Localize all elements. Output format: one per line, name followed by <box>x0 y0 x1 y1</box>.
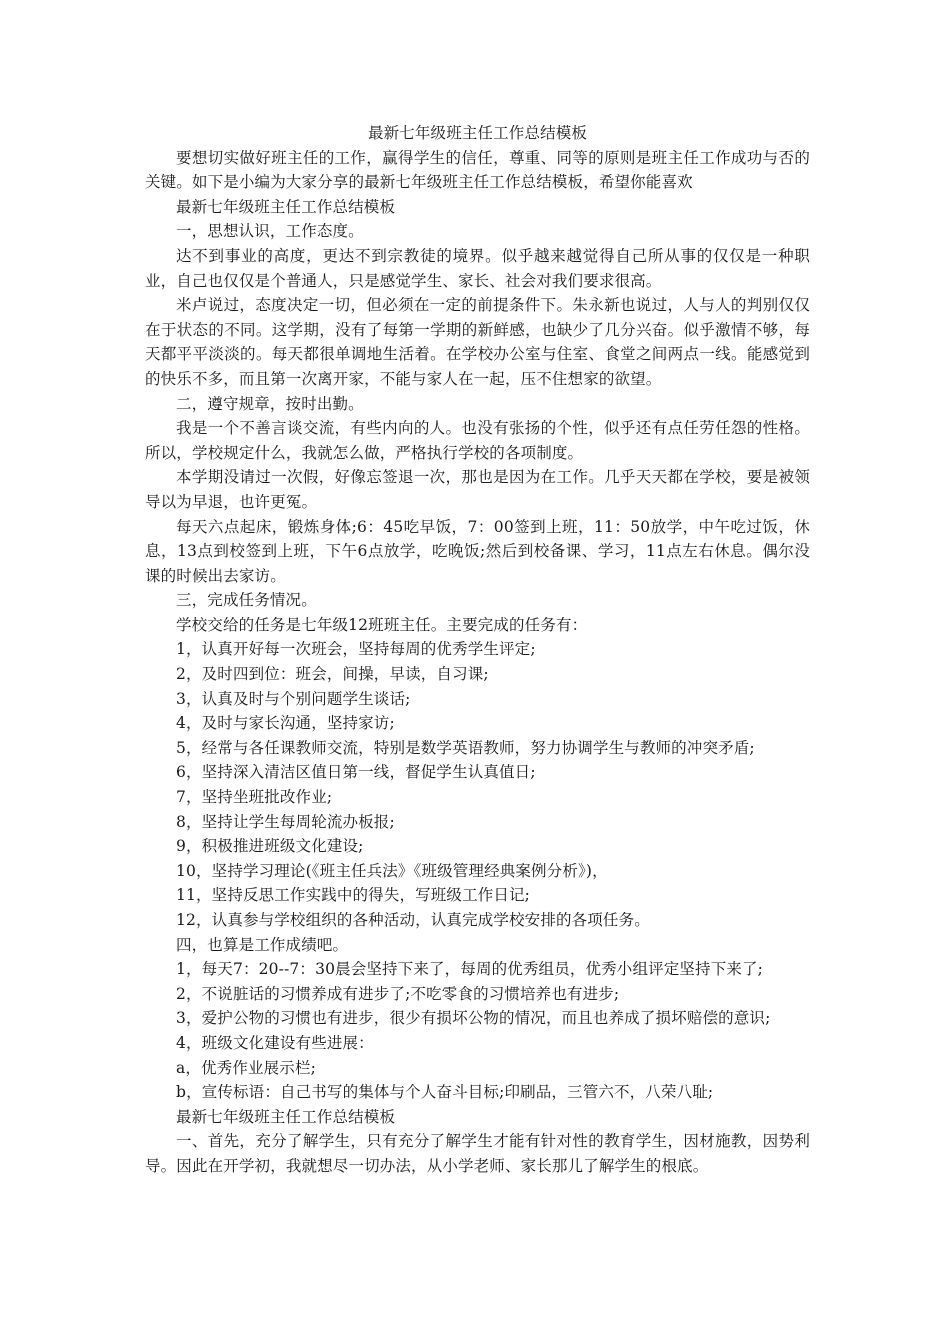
document-body <box>145 121 810 1179</box>
paragraph-list <box>145 146 810 1179</box>
paragraph: 一，思想认识，工作态度。 <box>176 222 364 241</box>
paragraph: 10，坚持学习理论(《班主任兵法》《班级管理经典案例分析》)， <box>176 861 608 880</box>
paragraph: 6，坚持深入清洁区值日第一线，督促学生认真值日; <box>176 763 536 782</box>
paragraph: 11，坚持反思工作实践中的得失，写班级工作日记; <box>176 886 531 905</box>
paragraph: 3，认真及时与个别问题学生谈话; <box>176 689 411 708</box>
paragraph: 我是一个不善言谈交流，有些内向的人。也没有张扬的个性，似乎还有点任劳任怨的性格。所以，学校规定什么，我就怎么做，严格执行学校的各项制度。 <box>145 419 810 462</box>
paragraph: 每天六点起床，锻炼身体;6：45吃早饭，7：00签到上班，11：50放学，中午吃过饭，休息，13点到校签到上班，下午6点放学，吃晚饭;然后到校备课、学习，11点左右休息。偶尔没课的时候出去家访。 <box>145 517 810 585</box>
document-title: 最新七年级班主任工作总结模板 <box>367 124 588 142</box>
paragraph: 二，遵守规章，按时出勤。 <box>176 394 364 413</box>
paragraph: 三，完成任务情况。 <box>176 591 317 610</box>
paragraph: 一、首先，充分了解学生，只有充分了解学生才能有针对性的教育学生，因材施教，因势利导。因此在开学初，我就想尽一切办法，从小学老师、家长那儿了解学生的根底。 <box>145 1132 810 1175</box>
paragraph: 学校交给的任务是七年级12班班主任。主要完成的任务有： <box>176 615 588 634</box>
paragraph: 2，不说脏话的习惯养成有进步了;不吃零食的习惯培养也有进步; <box>176 984 620 1003</box>
paragraph: 2，及时四到位：班会，间操，早读，自习课; <box>176 665 489 684</box>
paragraph: b，宣传标语：自己书写的集体与个人奋斗目标;印刷品，三管六不，八荣八耻; <box>176 1083 714 1102</box>
paragraph: 3，爱护公物的习惯也有进步，很少有损坏公物的情况，而且也养成了损坏赔偿的意识; <box>176 1009 771 1028</box>
paragraph: 要想切实做好班主任的工作，赢得学生的信任，尊重、同等的原则是班主任工作成功与否的关键。如下是小编为大家分享的最新七年级班主任工作总结模板，希望你能喜欢 <box>145 148 810 192</box>
paragraph: 1，认真开好每一次班会，坚持每周的优秀学生评定; <box>176 640 536 659</box>
paragraph: a，优秀作业展示栏; <box>176 1058 316 1077</box>
paragraph: 12，认真参与学校组织的各种活动，认真完成学校安排的各项任务。 <box>176 911 650 929</box>
paragraph: 4，班级文化建设有些进展： <box>176 1033 374 1052</box>
paragraph: 9，积极推进班级文化建设; <box>176 837 364 856</box>
paragraph: 四，也算是工作成绩吧。 <box>176 935 349 954</box>
paragraph: 最新七年级班主任工作总结模板 <box>176 197 396 216</box>
paragraph: 本学期没请过一次假，好像忘签退一次，那也是因为在工作。几乎天天都在学校，要是被领导以为早退，也许更冤。 <box>145 468 810 511</box>
paragraph: 米卢说过，态度决定一切，但必须在一定的前提条件下。朱永新也说过，人与人的判别仅仅在于状态的不同。这学期，没有了每第一学期的新鲜感，也缺少了几分兴奋。似乎激情不够，每天都平平淡淡的。每天都很单调地生活着。在学校办公室与住室、食堂之间两点一线。能感觉到的快乐不多，而且第一次离开家，不能与家人在一起，压不住想家的欲望。 <box>145 296 810 388</box>
paragraph: 5，经常与各任课教师交流，特别是数学英语教师，努力协调学生与教师的冲突矛盾; <box>176 738 755 757</box>
paragraph: 最新七年级班主任工作总结模板 <box>176 1107 396 1126</box>
paragraph: 达不到事业的高度，更达不到宗教徒的境界。似乎越来越觉得自己所从事的仅仅是一种职业，自己也仅仅是个普通人，只是感觉学生、家长、社会对我们要求很高。 <box>145 246 810 290</box>
paragraph: 7，坚持坐班批改作业; <box>176 788 333 807</box>
paragraph: 1，每天7：20--7：30晨会坚持下来了，每周的优秀组员，优秀小组评定坚持下来了; <box>176 960 764 979</box>
paragraph: 4，及时与家长沟通，坚持家访; <box>176 714 395 733</box>
paragraph: 8，坚持让学生每周轮流办板报; <box>176 812 395 831</box>
